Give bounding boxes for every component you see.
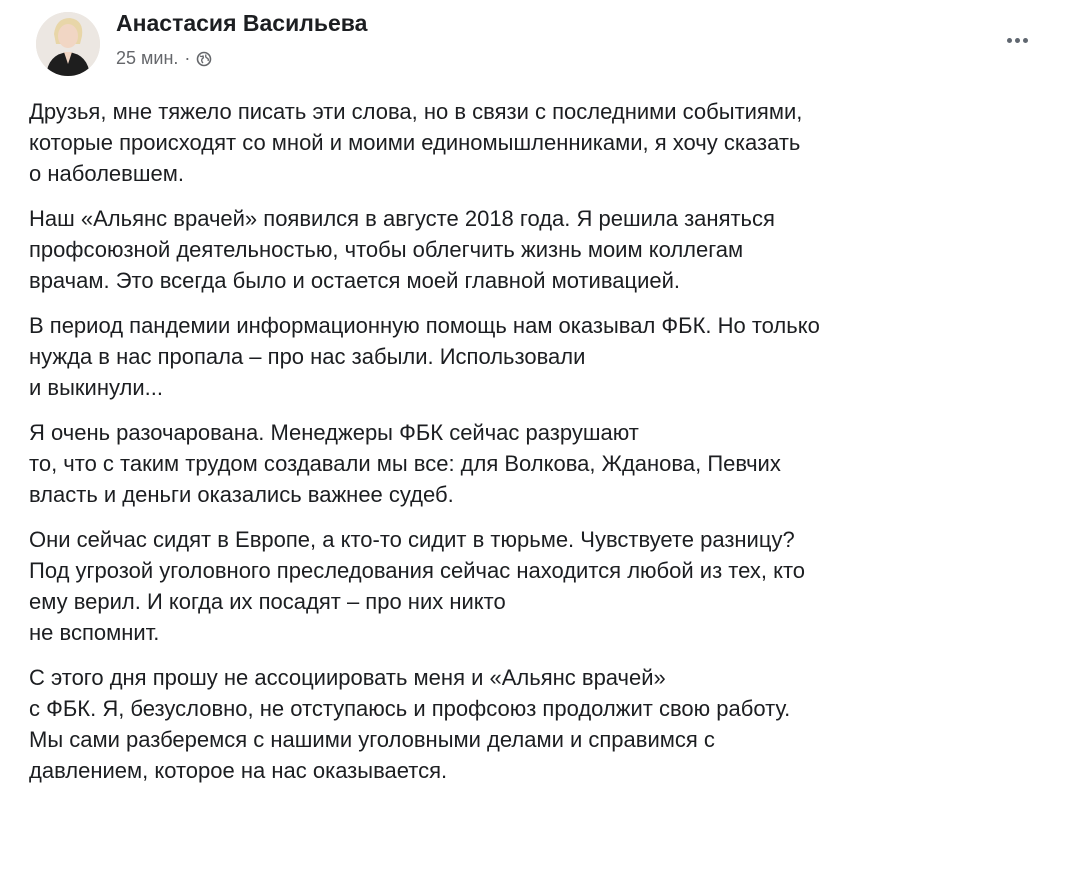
post-meta: [116, 48, 212, 69]
text-line: которые происходят со мной и моими единомышленниками, я хочу сказать: [29, 130, 801, 155]
text-line: ему верил. И когда их посадят – про них никто: [29, 589, 506, 614]
text-line: давлением, которое на нас оказывается.: [29, 758, 448, 783]
text-line: Мы сами разберемся с нашими уголовными делами и справимся с: [29, 727, 715, 752]
post-paragraph: [29, 524, 1059, 648]
text-line: не вспомнит.: [29, 620, 160, 645]
text-line: Под угрозой уголовного преследования сейчас находится любой из тех, кто: [29, 558, 806, 583]
text-line: то, что с таким трудом создавали мы все: для Волкова, Жданова, Певчих: [29, 451, 781, 476]
globe-icon[interactable]: [196, 51, 212, 67]
post-body: [29, 96, 1059, 800]
post-paragraph: [29, 417, 1059, 510]
post-paragraph: [29, 203, 1059, 296]
more-options-icon: [1007, 38, 1028, 43]
avatar[interactable]: [36, 12, 100, 76]
post-paragraph: [29, 662, 1059, 786]
post-paragraph: [29, 310, 1059, 403]
meta-separator: ·: [184, 48, 191, 68]
text-line: врачам. Это всегда было и остается моей главной мотивацией.: [29, 268, 681, 293]
text-line: Я очень разочарована. Менеджеры ФБК сейчас разрушают: [29, 420, 639, 445]
text-line: с ФБК. Я, безусловно, не отступаюсь и профсоюз продолжит свою работу.: [29, 696, 791, 721]
text-line: В период пандемии информационную помощь нам оказывал ФБК. Но только: [29, 313, 820, 338]
text-line: и выкинули...: [29, 375, 163, 400]
text-line: Наш «Альянс врачей» появился в августе 2018 года. Я решила заняться: [29, 206, 775, 231]
author-name[interactable]: Анастасия Васильева: [116, 10, 368, 36]
text-line: нужда в нас пропала – про нас забыли. Использовали: [29, 344, 586, 369]
post-timestamp[interactable]: 25 мин.: [116, 48, 179, 68]
text-line: С этого дня прошу не ассоциировать меня и «Альянс врачей»: [29, 665, 666, 690]
more-options-button[interactable]: [999, 30, 1035, 50]
text-line: власть и деньги оказались важнее судеб.: [29, 482, 454, 507]
text-line: о наболевшем.: [29, 161, 184, 186]
text-line: Они сейчас сидят в Европе, а кто-то сидит в тюрьме. Чувствуете разницу?: [29, 527, 795, 552]
post-paragraph: [29, 96, 1059, 189]
text-line: профсоюзной деятельностью, чтобы облегчить жизнь моим коллегам: [29, 237, 744, 262]
text-line: Друзья, мне тяжело писать эти слова, но в связи с последними событиями,: [29, 99, 803, 124]
